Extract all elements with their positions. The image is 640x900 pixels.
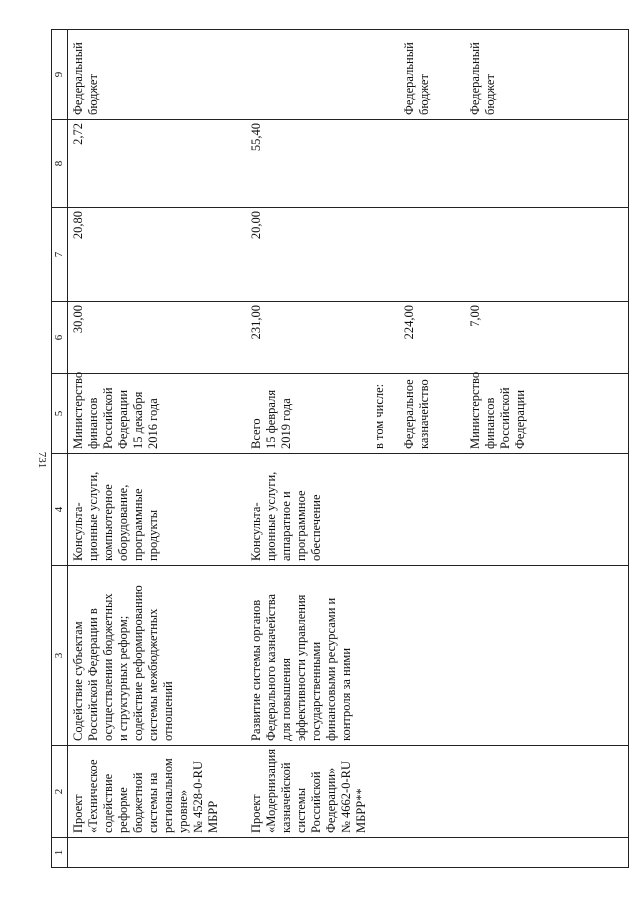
cell-col1 bbox=[68, 838, 246, 868]
sub-funding-source: Федеральный бюджет bbox=[465, 30, 629, 120]
cell-empty bbox=[465, 838, 629, 868]
cell-col7: 20,80 bbox=[68, 208, 246, 302]
cell-empty bbox=[465, 566, 629, 746]
project-purpose: Развитие системы органов Федерального казначейства для повышения эффективности управления государственными финансовыми ресурсами и контроля за ними bbox=[246, 566, 369, 746]
project-name: Проект «Техническое содействие реформе бюджетной системы на региональном уровне» № 4528-0-RU МБРР bbox=[68, 746, 246, 838]
column-header: 6 bbox=[52, 302, 68, 374]
project-services: Консульта- ционные услуги, аппаратное и программное обеспечение bbox=[246, 454, 369, 566]
cell-empty bbox=[369, 302, 399, 374]
cell-empty bbox=[399, 208, 465, 302]
table-row bbox=[369, 30, 399, 868]
sub-executor: Министерство финансов Российской Федерации bbox=[465, 374, 629, 454]
table-row bbox=[465, 30, 629, 868]
column-header: 8 bbox=[52, 120, 68, 208]
header-row bbox=[52, 30, 68, 868]
cell-empty bbox=[465, 454, 629, 566]
funding-source: Федеральный бюджет bbox=[68, 30, 246, 120]
sub-col6: 7,00 bbox=[465, 302, 629, 374]
cell-empty bbox=[369, 30, 399, 120]
sub-funding-source: Федеральный бюджет bbox=[399, 30, 465, 120]
cell-empty bbox=[369, 746, 399, 838]
column-header: 5 bbox=[52, 374, 68, 454]
funding-source bbox=[246, 30, 369, 120]
cell-empty bbox=[369, 208, 399, 302]
sub-col6: 224,00 bbox=[399, 302, 465, 374]
cell-empty bbox=[369, 838, 399, 868]
column-header: 4 bbox=[52, 454, 68, 566]
cell-col1 bbox=[246, 838, 369, 868]
project-executor: Всего 15 февраля 2019 года bbox=[246, 374, 369, 454]
project-executor: Министерство финансов Российской Федерации 15 декабря 2016 года bbox=[68, 374, 246, 454]
table-row bbox=[399, 30, 465, 868]
cell-empty bbox=[465, 120, 629, 208]
page-number: 731 bbox=[36, 451, 48, 469]
cell-empty bbox=[369, 454, 399, 566]
cell-empty bbox=[399, 120, 465, 208]
cell-empty bbox=[399, 838, 465, 868]
cell-col6: 30,00 bbox=[68, 302, 246, 374]
column-header: 9 bbox=[52, 30, 68, 120]
project-services: Консульта- ционные услуги, компьютерное оборудование, программные продукты bbox=[68, 454, 246, 566]
including-label: в том числе: bbox=[369, 374, 399, 454]
cell-empty bbox=[399, 566, 465, 746]
cell-empty bbox=[399, 746, 465, 838]
sub-executor: Федеральное казначейство bbox=[399, 374, 465, 454]
project-table bbox=[51, 29, 629, 868]
project-purpose: Содействие субъектам Российской Федерации в осуществлении бюджетных и структурных реформ; содействие реформированию системы межбюджетных отношений bbox=[68, 566, 246, 746]
cell-empty bbox=[369, 120, 399, 208]
cell-col8: 55,40 bbox=[246, 120, 369, 208]
column-header: 2 bbox=[52, 746, 68, 838]
cell-col6: 231,00 bbox=[246, 302, 369, 374]
cell-empty bbox=[465, 746, 629, 838]
cell-col8: 2,72 bbox=[68, 120, 246, 208]
table-row bbox=[68, 30, 246, 868]
table-row bbox=[246, 30, 369, 868]
project-name: Проект «Модернизация казначейской системы Российской Федерации» № 4662-0-RU МБРР** bbox=[246, 746, 369, 838]
column-header: 3 bbox=[52, 566, 68, 746]
cell-empty bbox=[369, 566, 399, 746]
cell-empty bbox=[465, 208, 629, 302]
cell-col7: 20,00 bbox=[246, 208, 369, 302]
column-header: 7 bbox=[52, 208, 68, 302]
cell-empty bbox=[399, 454, 465, 566]
rotated-table bbox=[51, 30, 629, 868]
column-header: 1 bbox=[52, 838, 68, 868]
